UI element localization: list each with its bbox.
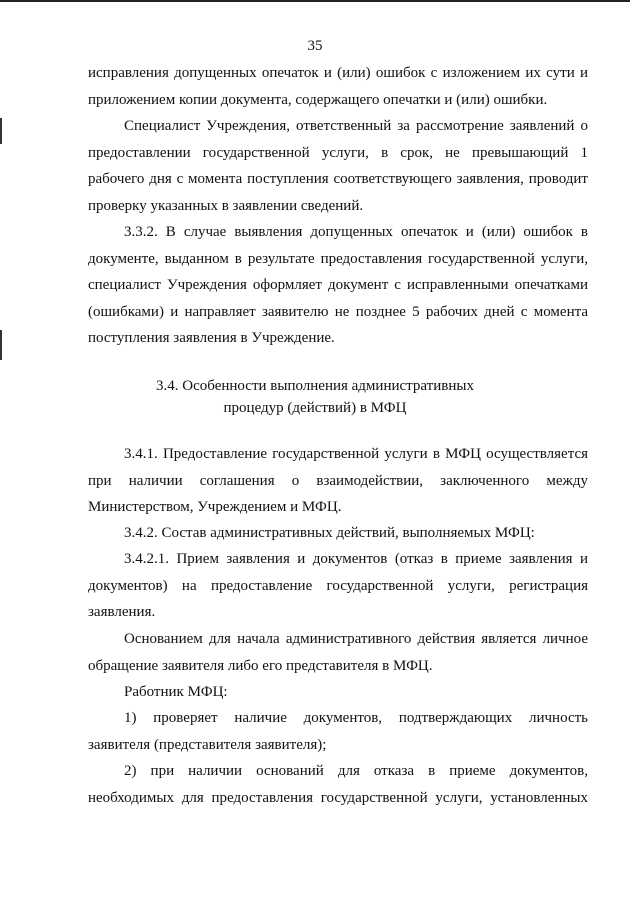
text-line: поступления заявления в Учреждение.	[88, 330, 335, 346]
text-line: заявления.	[88, 604, 156, 620]
text-line: документе, выданном в результате предоставления государственной услуги,	[88, 250, 588, 267]
paragraph	[88, 679, 588, 706]
text-line: приложением копии документа, содержащего опечатки и (или) ошибки.	[88, 91, 548, 108]
paragraph	[88, 705, 588, 758]
paragraph	[88, 113, 588, 219]
text-line: документов) на предоставление государственной услуги, регистрация	[88, 577, 588, 594]
page-number: 35	[307, 38, 323, 54]
text-line: исправления допущенных опечаток и (или) ошибок с изложением их сути и	[88, 65, 588, 81]
text-line: 3.4.2. Состав административных действий, выполняемых МФЦ:	[124, 525, 535, 541]
paragraph	[88, 758, 588, 811]
paragraph	[88, 546, 588, 626]
paragraph	[88, 60, 588, 113]
text-line: 2) при наличии оснований для отказа в приеме документов,	[124, 763, 588, 779]
text-line: Основанием для начала административного действия является личное	[124, 631, 588, 647]
text-line: проверку указанных в заявлении сведений.	[88, 197, 364, 214]
text-line: (ошибками) и направляет заявителю не позднее 5 рабочих дней с момента	[88, 303, 588, 320]
section-heading-line: 3.4. Особенности выполнения административных	[156, 378, 474, 394]
text-line: специалист Учреждения оформляет документ с исправленными опечатками	[88, 277, 588, 293]
text-line: 3.3.2. В случае выявления допущенных опечаток и (или) ошибок в	[124, 224, 588, 240]
text-line: рабочего дня с момента поступления соответствующего заявления, проводит	[88, 171, 588, 187]
paragraph	[88, 219, 588, 352]
text-line: Специалист Учреждения, ответственный за рассмотрение заявлений о	[124, 118, 588, 134]
section-heading-line: процедур (действий) в МФЦ	[223, 400, 407, 416]
text-line: заявителя (представителя заявителя);	[88, 736, 327, 753]
text-line: 3.4.2.1. Прием заявления и документов (отказ в приеме заявления и	[124, 551, 588, 567]
text-line: 1) проверяет наличие документов, подтверждающих личность	[124, 710, 588, 726]
paragraph	[88, 626, 588, 679]
section-heading	[0, 375, 630, 419]
text-line: Министерством, Учреждением и МФЦ.	[88, 499, 342, 515]
text-line: при наличии соглашения о взаимодействии, заключенного между	[88, 472, 588, 489]
scan-left-edge-mark	[0, 118, 2, 144]
scan-left-edge-mark	[0, 330, 2, 360]
text-line: обращение заявителя либо его представителя в МФЦ.	[88, 657, 433, 674]
text-line: необходимых для предоставления государственной услуги, установленных	[88, 789, 588, 806]
paragraph	[88, 441, 588, 521]
paragraph	[88, 520, 588, 547]
scan-top-edge	[0, 0, 630, 2]
text-line: предоставлении государственной услуги, в срок, не превышающий 1	[88, 144, 588, 161]
text-line: Работник МФЦ:	[124, 684, 228, 700]
text-line: 3.4.1. Предоставление государственной услуги в МФЦ осуществляется	[124, 446, 588, 462]
